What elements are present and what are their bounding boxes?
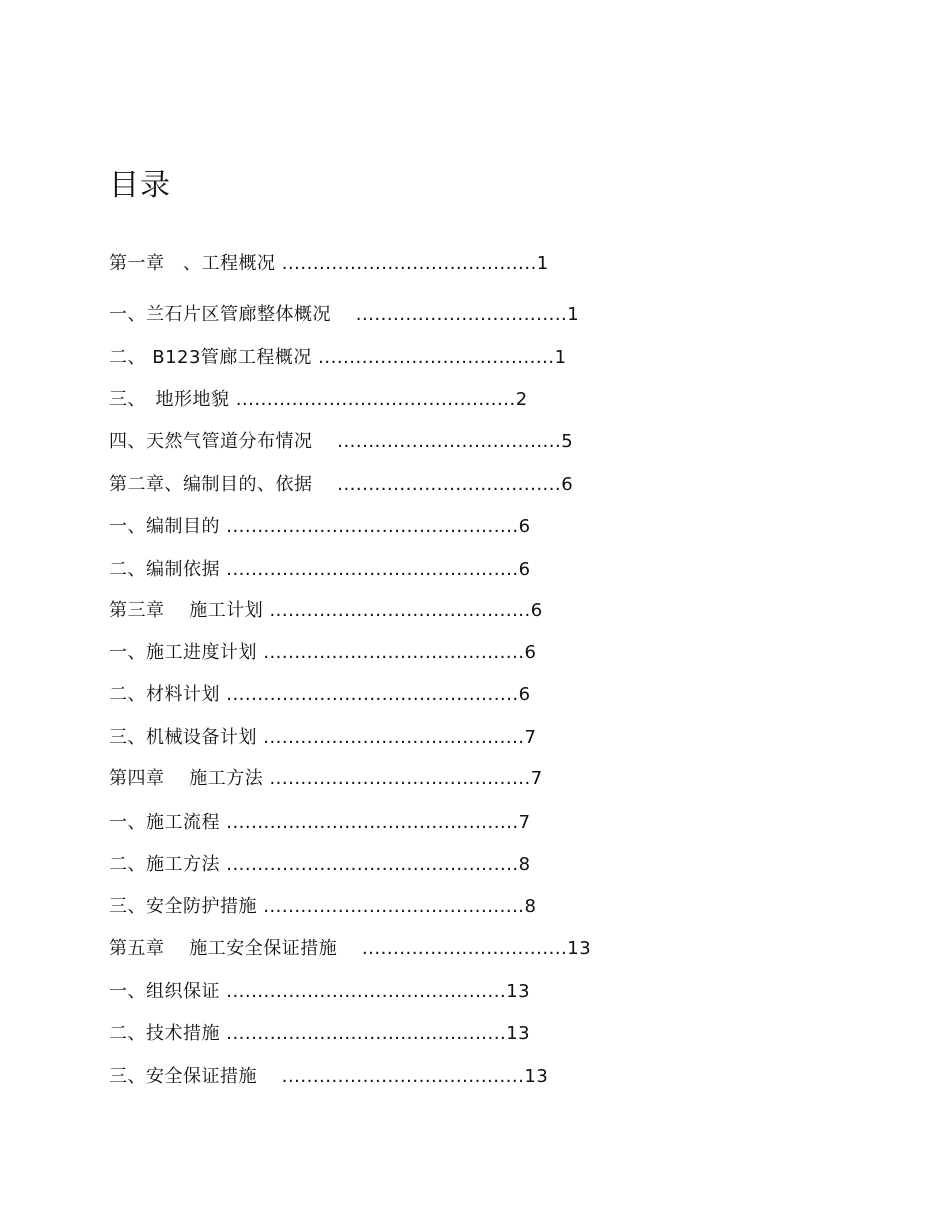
toc-entry[interactable] bbox=[109, 894, 536, 920]
toc-entry-text: 一、施工流程 ...............................................7 bbox=[109, 812, 531, 833]
toc-entry-text: 一、编制目的 ...............................................6 bbox=[109, 516, 531, 537]
toc-entry[interactable] bbox=[109, 387, 528, 413]
toc-entry-text: 第三章 施工计划 ..........................................6 bbox=[109, 600, 543, 621]
toc-entry-text: 一、施工进度计划 ..........................................6 bbox=[109, 642, 537, 663]
toc-entry[interactable] bbox=[109, 682, 531, 708]
toc-entry-text: 二、材料计划 ...............................................6 bbox=[109, 684, 531, 705]
toc-entry-text: 三、机械设备计划 ..........................................7 bbox=[109, 727, 537, 748]
toc-entry[interactable] bbox=[109, 514, 531, 540]
toc-entry[interactable] bbox=[109, 472, 573, 498]
toc-entry-text: 第二章、编制目的、依据 ....................................6 bbox=[109, 474, 574, 495]
toc-entry[interactable] bbox=[109, 251, 549, 277]
toc-entry[interactable] bbox=[109, 429, 573, 455]
toc-entry-text: 三、安全防护措施 ..........................................8 bbox=[109, 896, 537, 917]
toc-entry[interactable] bbox=[109, 936, 591, 962]
toc-entry[interactable] bbox=[109, 979, 530, 1005]
toc-entry-text: 二、编制依据 ...............................................6 bbox=[109, 559, 531, 580]
toc-entry-text: 三、 地形地貌 .............................................2 bbox=[109, 389, 528, 410]
toc-entry[interactable] bbox=[109, 766, 543, 792]
toc-entry-text: 二、技术措施 .............................................13 bbox=[109, 1023, 531, 1044]
toc-entry-text: 第四章 施工方法 ..........................................7 bbox=[109, 768, 543, 789]
toc-entry[interactable] bbox=[109, 1021, 530, 1047]
toc-entry-text: 二、施工方法 ...............................................8 bbox=[109, 854, 531, 875]
toc-entry[interactable] bbox=[109, 810, 531, 836]
toc-entry[interactable] bbox=[109, 557, 531, 583]
toc-entry[interactable] bbox=[109, 1064, 548, 1090]
toc-entry[interactable] bbox=[109, 302, 579, 328]
toc-entry-text: 一、兰石片区管廊整体概况 ..................................1 bbox=[109, 304, 580, 325]
toc-entry-text: 四、天然气管道分布情况 ....................................5 bbox=[109, 431, 574, 452]
toc-entry-text: 一、组织保证 .............................................13 bbox=[109, 981, 531, 1002]
toc-entry-text: 三、安全保证措施 .......................................13 bbox=[109, 1066, 549, 1087]
toc-entry[interactable] bbox=[109, 725, 536, 751]
toc-entry-text: 二、 B123管廊工程概况 ......................................1 bbox=[109, 347, 567, 368]
toc-title: 目录 bbox=[109, 168, 171, 203]
toc-entry[interactable] bbox=[109, 640, 536, 666]
toc-entry[interactable] bbox=[109, 345, 567, 371]
toc-entry-text: 第五章 施工安全保证措施 .................................13 bbox=[109, 938, 592, 959]
toc-entry[interactable] bbox=[109, 852, 531, 878]
toc-entry-text: 第一章 、工程概况 .........................................1 bbox=[109, 253, 549, 274]
toc-entry[interactable] bbox=[109, 598, 543, 624]
